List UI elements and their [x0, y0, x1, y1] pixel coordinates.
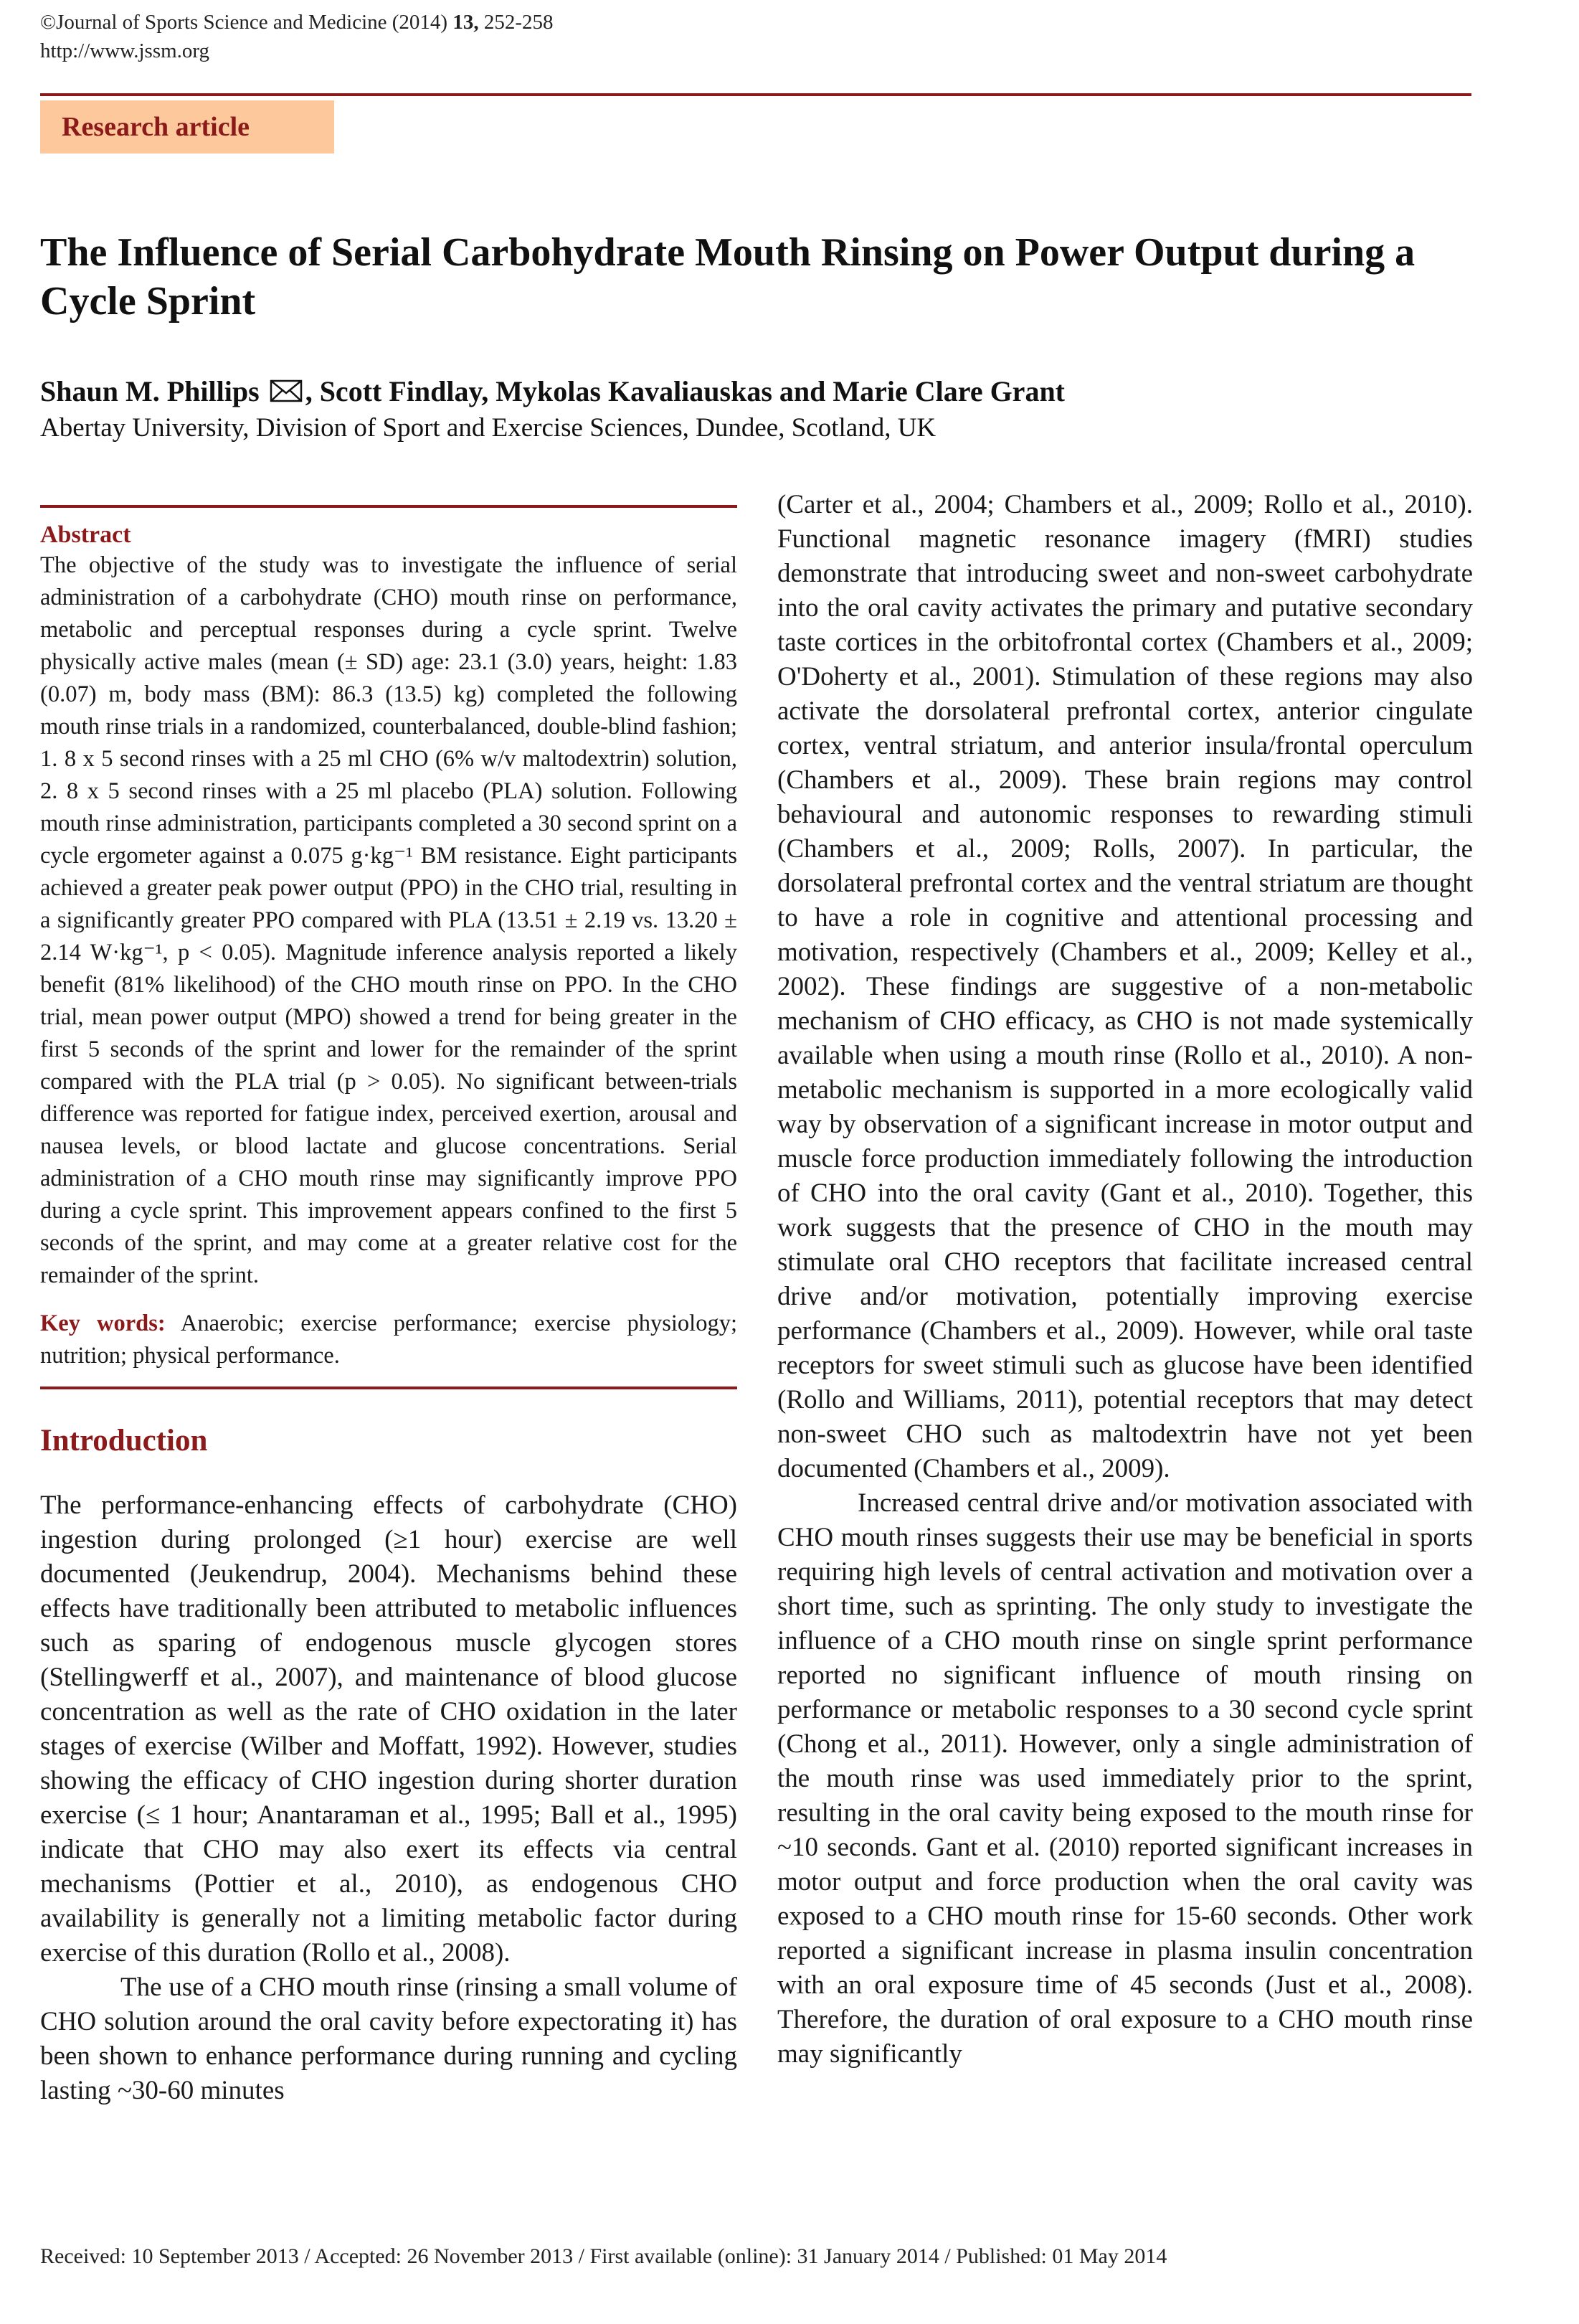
article-type-badge	[40, 100, 334, 153]
author-affiliation: Abertay University, Division of Sport and Exercise Sciences, Dundee, Scotland, UK	[40, 413, 937, 443]
abstract-heading: Abstract	[40, 521, 131, 548]
intro-paragraph-1: The performance-enhancing effects of carbohydrate (CHO) ingestion during prolonged (≥1 hour) exercise are well documented (Jeukendrup, 2004). Mechanisms behind these effects have traditionally been attributed to metabolic influences such as sparing of endogenous muscle glycogen stores (Stellingwerff et al., 2007), and maintenance of blood glucose concentration as well as the rate of CHO oxidation in the later stages of exercise (Wilber and Moffatt, 1992). However, studies showing the efficacy of CHO ingestion during shorter duration exercise (≤ 1 hour; Anantaraman et al., 1995; Ball et al., 1995) indicate that CHO may also exert its effects via central mechanisms (Pottier et al., 2010), as endogenous CHO availability is generally not a limiting metabolic factor during exercise of this duration (Rollo et al., 2008).	[40, 1491, 737, 1968]
journal-pages: 252-258	[478, 11, 554, 34]
journal-url[interactable]: http://www.jssm.org	[40, 39, 210, 62]
introduction-heading: Introduction	[40, 1424, 208, 1458]
abstract-bottom-rule	[40, 1387, 737, 1389]
left-column	[40, 505, 737, 2108]
intro-paragraph-2: The use of a CHO mouth rinse (rinsing a small volume of CHO solution around the oral cavity before expectorating it) has been shown to enhance performance during running and cycling lasting ~30-60 minutes	[40, 1973, 737, 2105]
article-type-label: Research article	[62, 112, 250, 142]
keywords-label: Key words:	[40, 1310, 166, 1336]
journal-citation: ©Journal of Sports Science and Medicine (2014) 13, 252-258	[40, 11, 554, 34]
corresponding-author: Shaun M. Phillips	[40, 375, 260, 407]
keywords	[40, 1308, 737, 1372]
intro-paragraph-3: Increased central drive and/or motivation associated with CHO mouth rinses suggests their use may be beneficial in sports requiring high levels of central activation and motivation over a short time, such as sprinting. The only study to investigate the influence of a CHO mouth rinse on single sprint performance reported no significant influence of mouth rinsing on performance or metabolic responses to a 30 second cycle sprint (Chong et al., 2011). However, only a single administration of the mouth rinse was used immediately prior to the sprint, resulting in the oral cavity being exposed to the mouth rinse for ~10 seconds. Gant et al. (2010) reported significant increases in motor output and force production when the oral cavity was exposed to a CHO mouth rinse for 15-60 seconds. Other work reported a significant increase in plasma insulin concentration with an oral exposure time of 45 seconds (Just et al., 2008). Therefore, the duration of oral exposure to a CHO mouth rinse may significantly	[777, 1488, 1473, 2069]
right-column	[777, 488, 1473, 2072]
envelope-icon[interactable]	[270, 379, 303, 402]
abstract-text: The objective of the study was to investigate the influence of serial administration of a carbohydrate (CHO) mouth rinse on performance, metabolic and perceptual responses during a cycle sprint. Twelve physically active males (mean (± SD) age: 23.1 (3.0) years, height: 1.83 (0.07) m, body mass (BM): 86.3 (13.5) kg) completed the following mouth rinse trials in a randomized, counterbalanced, double-blind fashion; 1. 8 x 5 second rinses with a 25 ml CHO (6% w/v maltodextrin) solution, 2. 8 x 5 second rinses with a 25 ml placebo (PLA) solution. Following mouth rinse administration, participants completed a 30 second sprint on a cycle ergometer against a 0.075 g·kg⁻¹ BM resistance. Eight participants achieved a greater peak power output (PPO) in the CHO trial, resulting in a significantly greater PPO compared with PLA (13.51 ± 2.19 vs. 13.20 ± 2.14 W·kg⁻¹, p < 0.05). Magnitude inference analysis reported a likely benefit (81% likelihood) of the CHO mouth rinse on PPO. In the CHO trial, mean power output (MPO) showed a trend for being greater in the first 5 seconds of the sprint and lower for the remainder of the sprint compared with the PLA trial (p > 0.05). No significant between-trials difference was reported for fatigue index, perceived exertion, arousal and nausea levels, or blood lactate and glucose concentrations. Serial administration of a CHO mouth rinse may significantly improve PPO during a cycle sprint. This improvement appears confined to the first 5 seconds of the sprint, and may come at a greater relative cost for the remainder of the sprint.	[40, 552, 737, 1288]
intro-paragraph-2-continued: (Carter et al., 2004; Chambers et al., 2009; Rollo et al., 2010). Functional magnetic resonance imagery (fMRI) studies demonstrate that introducing sweet and non-sweet carbohydrate into the oral cavity activates the primary and putative secondary taste cortices in the orbitofrontal cortex (Chambers et al., 2009; O'Doherty et al., 2001). Stimulation of these regions may also activate the dorsolateral prefrontal cortex, anterior cingulate cortex, ventral striatum, and anterior insula/frontal operculum (Chambers et al., 2009). These brain regions may control behavioural and autonomic responses to rewarding stimuli (Chambers et al., 2009; Rolls, 2007). In particular, the dorsolateral prefrontal cortex and the ventral striatum are thought to have a role in cognitive and attentional processing and motivation, respectively (Chambers et al., 2009; Kelley et al., 2002). These findings are suggestive of a non-metabolic mechanism of CHO efficacy, as CHO is not made systemically available when using a mouth rinse (Rollo et al., 2010). A non-metabolic mechanism is supported in a more ecologically valid way by observation of a significant increase in motor output and muscle force production immediately following the introduction of CHO into the oral cavity (Gant et al., 2010). Together, this work suggests that the presence of CHO in the mouth may stimulate oral CHO receptors that facilitate increased central drive and/or motivation, potentially improving exercise performance (Chambers et al., 2009). However, while oral taste receptors for sweet stimuli such as glucose have been identified (Rollo and Williams, 2011), potential receptors that may detect non-sweet CHO such as maltodextrin have not yet been documented (Chambers et al., 2009).	[777, 490, 1473, 1483]
keywords-list: Anaerobic; exercise performance; exercise physiology; nutrition; physical performance.	[40, 1310, 737, 1369]
abstract-top-rule	[40, 505, 737, 508]
author-list	[40, 373, 1065, 410]
header-divider	[40, 93, 1471, 96]
article-title: The Influence of Serial Carbohydrate Mouth Rinsing on Power Output during a Cycle Sprint	[40, 230, 1416, 323]
co-authors: , Scott Findlay, Mykolas Kavaliauskas and Marie Clare Grant	[305, 375, 1066, 407]
journal-volume: 13,	[452, 11, 479, 34]
publication-dates: Received: 10 September 2013 / Accepted: 26 November 2013 / First available (online): 31 January 2014 / Published: 01 May 2014	[40, 2244, 1167, 2268]
